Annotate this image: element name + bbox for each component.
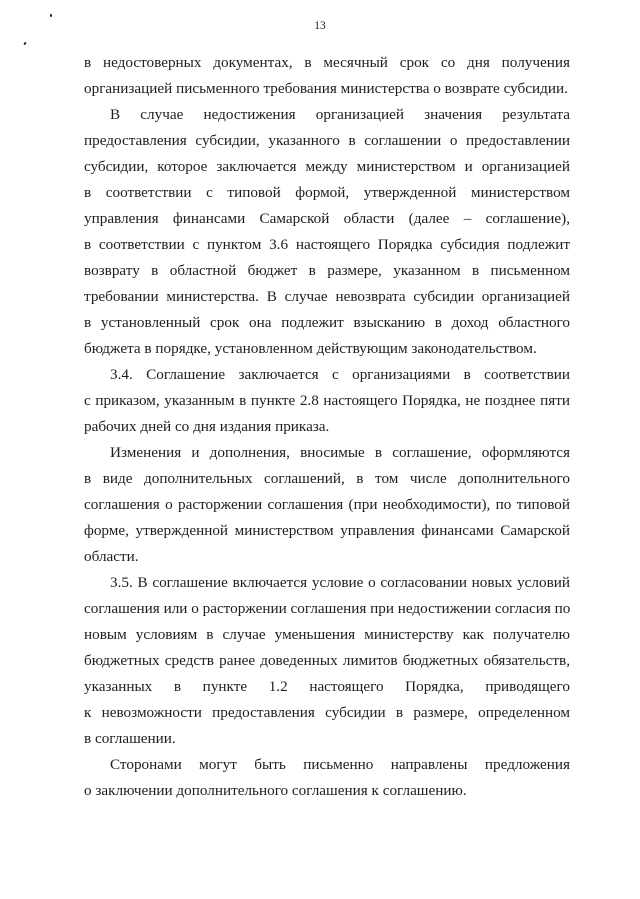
text-line: бюджета в порядке, установленном действующим законодательством.	[84, 340, 537, 357]
text-line: с приказом, указанным в пункте 2.8 настоящего Порядка, не позднее пяти	[84, 392, 570, 409]
text-line: указанных в пункте 1.2 настоящего Порядка, приводящего	[84, 678, 570, 695]
text-line: 3.5. В соглашение включается условие о согласовании новых условий	[110, 574, 570, 591]
text-line: субсидии, которое заключается между министерством и организацией	[84, 158, 570, 175]
scan-mark	[50, 14, 52, 17]
text-line: в недостоверных документах, в месячный срок со дня получения	[84, 54, 570, 71]
text-line: в соответствии с типовой формой, утвержденной министерством	[84, 184, 570, 201]
text-line: соглашения или о расторжении соглашения при недостижении согласия по	[84, 600, 571, 617]
text-line: В случае недостижения организацией значения результата	[110, 106, 570, 123]
text-line: о заключении дополнительного соглашения к соглашению.	[84, 782, 467, 799]
text-line: в соответствии с пунктом 3.6 настоящего Порядка субсидия подлежит	[84, 236, 570, 253]
scan-mark	[23, 42, 26, 46]
text-line: соглашения о расторжении соглашения (при необходимости), по типовой	[84, 496, 570, 513]
text-line: в виде дополнительных соглашений, в том числе дополнительного	[84, 470, 570, 487]
text-line: требовании министерства. В случае невозврата субсидии организацией	[84, 288, 570, 305]
text-line: к невозможности предоставления субсидии в размере, определенном	[84, 704, 570, 721]
text-line: форме, утвержденной министерством управления финансами Самарской	[84, 522, 570, 539]
page-number: 13	[314, 20, 326, 32]
text-line: новым условиям в случае уменьшения министерству как получателю	[84, 626, 570, 643]
text-line: бюджетных средств ранее доведенных лимитов бюджетных обязательств,	[84, 652, 570, 669]
text-line: в установленный срок она подлежит взысканию в доход областного	[84, 314, 570, 331]
text-line: Изменения и дополнения, вносимые в соглашение, оформляются	[110, 444, 570, 461]
text-line: Сторонами могут быть письменно направлены предложения	[110, 756, 570, 773]
text-line: возврату в областной бюджет в размере, указанном в письменном	[84, 262, 570, 279]
text-line: предоставления субсидии, указанного в соглашении о предоставлении	[84, 132, 570, 149]
text-line: 3.4. Соглашение заключается с организациями в соответствии	[110, 366, 570, 383]
text-line: рабочих дней со дня издания приказа.	[84, 418, 330, 435]
text-line: в соглашении.	[84, 730, 176, 747]
text-line: управления финансами Самарской области (далее – соглашение),	[84, 210, 570, 227]
text-line: области.	[84, 548, 139, 565]
text-line: организацией письменного требования министерства о возврате субсидии.	[84, 80, 568, 97]
